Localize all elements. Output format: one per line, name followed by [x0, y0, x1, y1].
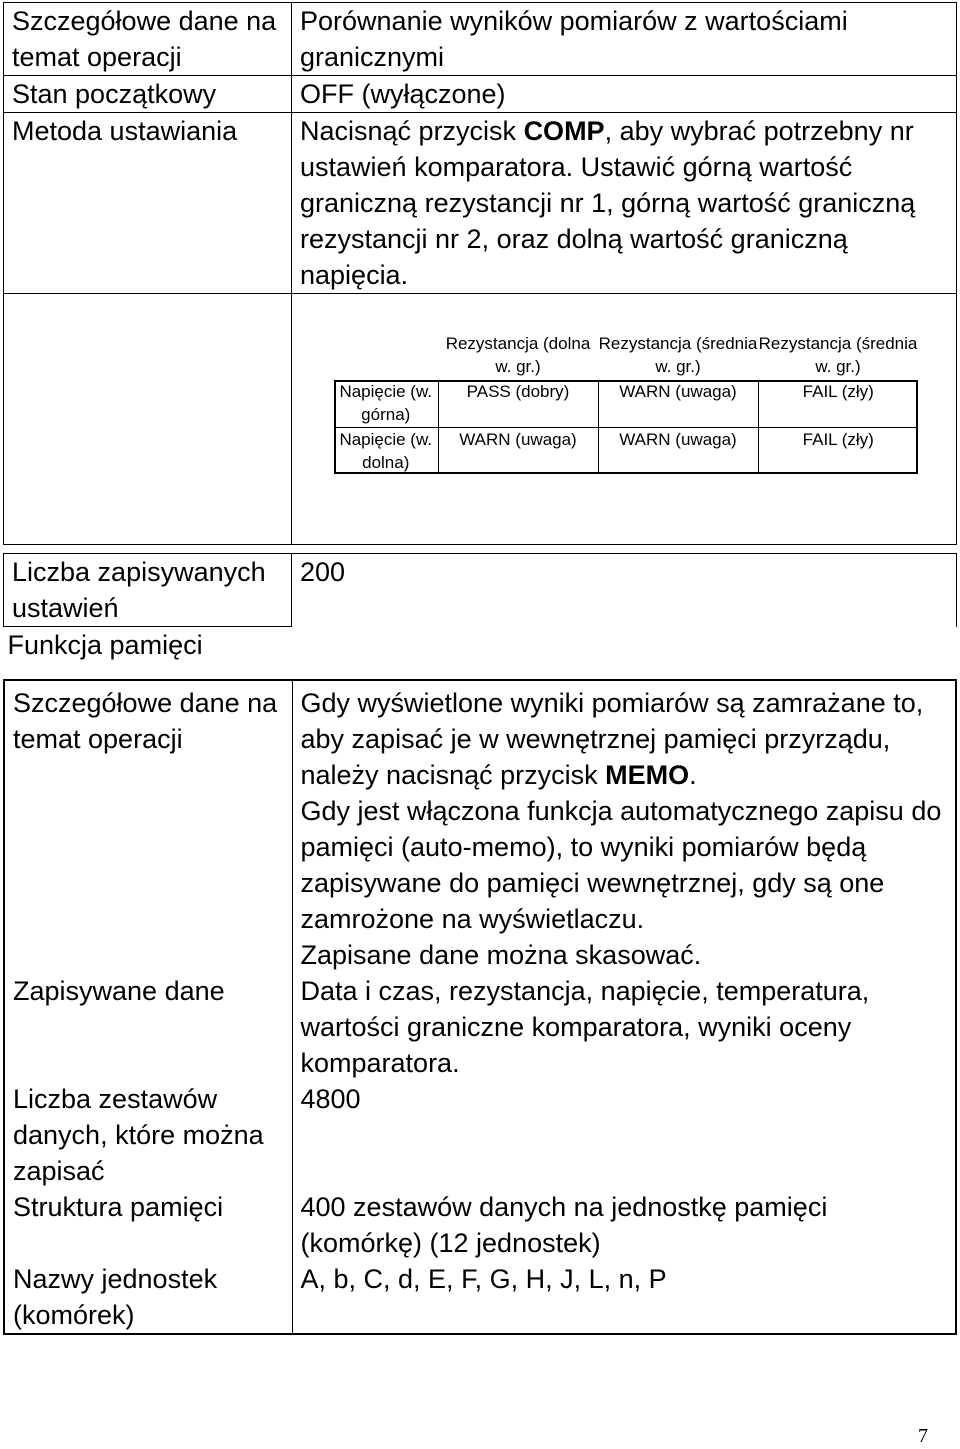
result-cell: WARN (uwaga) [598, 380, 758, 427]
row-value [292, 113, 957, 294]
table-row [4, 76, 957, 113]
table-row [4, 1261, 956, 1334]
table-row [4, 3, 957, 76]
row-value: 200 [292, 554, 957, 627]
section-title-row [4, 627, 957, 664]
col-header: Rezystancja (średnia w. gr.) [598, 334, 758, 376]
table-row [4, 680, 956, 973]
row-label: Nazwy jednostek (komórek) [4, 1261, 292, 1334]
text-segment: . [689, 760, 697, 790]
text-segment: Nacisnąć przycisk [300, 116, 524, 146]
row-label: Zapisywane dane [4, 973, 292, 1081]
row-header: Napięcie (w. dolna) [334, 427, 438, 474]
paragraph: Zapisane dane można skasować. [300, 940, 702, 970]
row-label: Szczegółowe dane na temat operacji [4, 3, 292, 76]
row-value [292, 680, 956, 973]
comparator-row [334, 380, 918, 427]
result-cell: FAIL (zły) [758, 380, 918, 427]
memo-button-name: MEMO [605, 760, 690, 790]
comparator-row [334, 427, 918, 474]
table-row [4, 113, 957, 294]
row-value: 4800 [292, 1081, 956, 1189]
result-cell: PASS (dobry) [438, 380, 598, 427]
text-segment: , aby wybrać potrzebny nr ustawień komparatora. Ustawić górną wartość graniczną rezystancji nr 1, górną wartość graniczną rezystancji nr 2, oraz dolną wartość graniczną napięcia. [300, 116, 916, 290]
row-value: OFF (wyłączone) [292, 76, 957, 113]
page-number: 7 [918, 1425, 928, 1447]
comparator-results-table [334, 332, 918, 474]
row-value: Data i czas, rezystancja, napięcie, temperatura, wartości graniczne komparatora, wyniki oceny komparatora. [292, 973, 956, 1081]
row-label: Liczba zapisywanych ustawień [4, 554, 292, 627]
table-row [4, 1081, 956, 1189]
row-label: Metoda ustawiania [4, 113, 292, 294]
section-title: Funkcja pamięci [7, 630, 203, 660]
col-header: Rezystancja (średnia w. gr.) [758, 334, 918, 376]
result-cell: WARN (uwaga) [598, 427, 758, 474]
table-row [4, 973, 956, 1081]
result-cell: WARN (uwaga) [438, 427, 598, 474]
table-row [4, 554, 957, 627]
memory-function-table [3, 679, 957, 1335]
row-label: Szczegółowe dane na temat operacji [4, 680, 292, 973]
row-label: Struktura pamięci [4, 1189, 292, 1261]
col-header: Rezystancja (dolna w. gr.) [445, 334, 591, 376]
text-segment: Gdy wyświetlone wyniki pomiarów są zamrażane to, aby zapisać je w wewnętrznej pamięci przyrządu, należy nacisnąć przycisk [300, 688, 924, 790]
comp-button-name: COMP [523, 116, 605, 146]
paragraph: Gdy jest włączona funkcja automatycznego zapisu do pamięci (auto-memo), to wyniki pomiarów będą zapisywane do pamięci wewnętrznej, gdy są one zamrożone na wyświetlaczu. [300, 796, 942, 934]
result-cell: FAIL (zły) [758, 427, 918, 474]
row-value: 400 zestawów danych na jednostkę pamięci (komórkę) (12 jednostek) [292, 1189, 956, 1261]
settings-count-table [3, 553, 957, 663]
row-header: Napięcie (w. górna) [339, 382, 433, 424]
comparator-header-row [334, 332, 918, 380]
row-label: Stan początkowy [4, 76, 292, 113]
row-value: Porównanie wyników pomiarów z wartościami granicznymi [292, 3, 957, 76]
table-row [4, 1189, 956, 1261]
paragraph [301, 685, 956, 793]
row-value: A, b, C, d, E, F, G, H, J, L, n, P [292, 1261, 956, 1334]
row-label: Liczba zestawów danych, które można zapisać [4, 1081, 292, 1189]
